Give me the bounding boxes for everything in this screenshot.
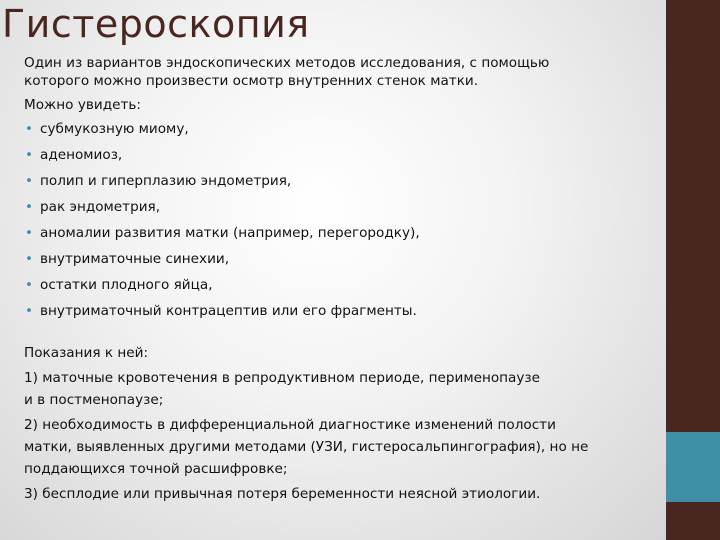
- list-item: [24, 224, 644, 242]
- bullet-icon: •: [25, 173, 34, 189]
- list-item: [24, 120, 644, 138]
- bullet-icon: •: [25, 147, 34, 163]
- indication-line: и в постменопаузе;: [24, 392, 164, 408]
- intro-line: которого можно произвести осмотр внутренних стенок матки.: [24, 73, 479, 89]
- indication-line: 1) маточные кровотечения в репродуктивном периоде, перименопаузе: [24, 370, 540, 386]
- sidebar-dark-band: [666, 0, 720, 432]
- list-item-text: аденомиоз,: [40, 147, 123, 163]
- list-item: [24, 250, 644, 268]
- list-item-text: аномалии развития матки (например, перегородку),: [40, 225, 420, 241]
- findings-label: Можно увидеть:: [24, 97, 141, 113]
- bullet-icon: •: [25, 121, 34, 137]
- indications-label: Показания к ней:: [24, 345, 149, 361]
- intro-line: Один из вариантов эндоскопических методов исследования, с помощью: [24, 55, 550, 71]
- list-item-text: полип и гиперплазию эндометрия,: [40, 173, 292, 189]
- sidebar-dark-band-bottom: [666, 502, 720, 540]
- section-spacer: [24, 328, 644, 344]
- bullet-icon: •: [25, 251, 34, 267]
- bullet-icon: •: [25, 199, 34, 215]
- list-item: [24, 146, 644, 164]
- indication-line: 2) необходимость в дифференциальной диагностике изменений полости: [24, 417, 556, 433]
- list-item-text: рак эндометрия,: [40, 199, 161, 215]
- sidebar-accent-band: [666, 432, 720, 502]
- list-item-text: внутриматочный контрацептив или его фрагменты.: [40, 303, 417, 319]
- indication-line: 3) бесплодие или привычная потеря беременности неясной этиологии.: [24, 486, 541, 502]
- list-item: [24, 172, 644, 190]
- bullet-icon: •: [25, 277, 34, 293]
- intro-paragraph: [24, 54, 644, 90]
- list-item: [24, 198, 644, 216]
- slide-content: [24, 54, 644, 510]
- bullet-icon: •: [25, 225, 34, 241]
- list-item-text: остатки плодного яйца,: [40, 277, 213, 293]
- list-item: [24, 302, 644, 320]
- list-item: [24, 276, 644, 294]
- bullet-icon: •: [25, 303, 34, 319]
- indication-line: поддающихся точной расшифровке;: [24, 461, 288, 477]
- list-item-text: субмукозную миому,: [40, 121, 189, 137]
- findings-list: [24, 120, 644, 320]
- slide-title: Гистероскопия: [2, 2, 310, 46]
- slide-sidebar: [666, 0, 720, 540]
- list-item-text: внутриматочные синехии,: [40, 251, 230, 267]
- indication-line: матки, выявленных другими методами (УЗИ, гистеросальпингография), но не: [24, 439, 589, 455]
